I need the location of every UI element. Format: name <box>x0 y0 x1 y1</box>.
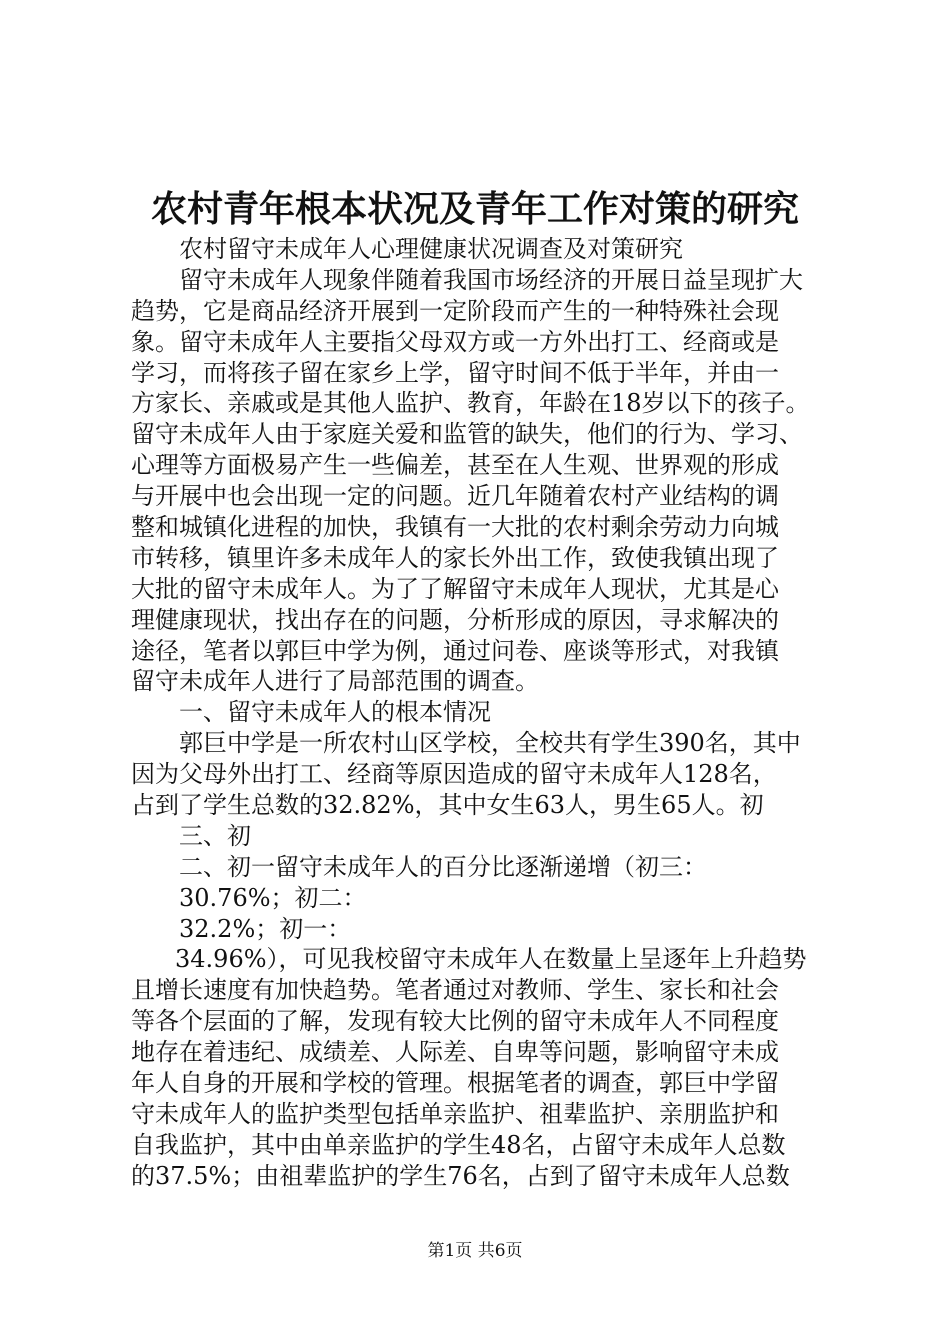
paragraph-line: 等各个层面的了解，发现有较大比例的留守未成年人不同程度 <box>131 1007 779 1036</box>
paragraph-line: 自我监护，其中由单亲监护的学生48名，占留守未成年人总数 <box>131 1130 786 1159</box>
document-body <box>131 234 831 1192</box>
paragraph-line: 郭巨中学是一所农村山区学校，全校共有学生390名，其中 <box>179 729 801 758</box>
paragraph-line: 方家长、亲戚或是其他人监护、教育，年龄在18岁以下的孩子。 <box>131 389 810 418</box>
subtitle-line: 农村留守未成年人心理健康状况调查及对策研究 <box>179 235 683 263</box>
paragraph-line: 30.76%；初二： <box>179 883 367 912</box>
paragraph-line: 途径，笔者以郭巨中学为例，通过问卷、座谈等形式，对我镇 <box>131 636 779 665</box>
paragraph-line: 年人自身的开展和学校的管理。根据笔者的调查，郭巨中学留 <box>131 1069 779 1098</box>
paragraph-line: 因为父母外出打工、经商等原因造成的留守未成年人128名， <box>131 760 777 789</box>
paragraph-line: 的37.5%；由祖辈监护的学生76名，占到了留守未成年人总数 <box>131 1161 790 1190</box>
paragraph-line: 三、初 <box>179 821 251 850</box>
paragraph-line: 地存在着违纪、成绩差、人际差、自卑等问题，影响留守未成 <box>131 1038 779 1067</box>
paragraph-line: 留守未成年人进行了局部范围的调查。 <box>131 667 539 696</box>
paragraph-line: 理健康现状，找出存在的问题，分析形成的原因，寻求解决的 <box>131 605 779 634</box>
paragraph-line: 且增长速度有加快趋势。笔者通过对教师、学生、家长和社会 <box>131 976 779 1005</box>
paragraph-line: 34.96%），可见我校留守未成年人在数量上呈逐年上升趋势 <box>175 945 807 974</box>
paragraph-line: 守未成年人的监护类型包括单亲监护、祖辈监护、亲朋监护和 <box>131 1099 779 1128</box>
paragraph-line: 留守未成年人由于家庭关爱和监管的缺失，他们的行为、学习、 <box>131 420 803 449</box>
paragraph-line: 学习，而将孩子留在家乡上学，留守时间不低于半年，并由一 <box>131 358 779 387</box>
paragraph-line: 大批的留守未成年人。为了了解留守未成年人现状，尤其是心 <box>131 574 779 603</box>
paragraph-line: 留守未成年人现象伴随着我国市场经济的开展日益呈现扩大 <box>179 265 803 294</box>
paragraph-line: 市转移，镇里许多未成年人的家长外出工作，致使我镇出现了 <box>131 543 779 572</box>
paragraph-line: 与开展中也会出现一定的问题。近几年随着农村产业结构的调 <box>131 482 779 511</box>
page-number: 第1页 共6页 <box>427 1241 523 1261</box>
paragraph-line: 心理等方面极易产生一些偏差，甚至在人生观、世界观的形成 <box>131 451 779 480</box>
document-title: 农村青年根本状况及青年工作对策的研究 <box>150 188 799 230</box>
section-heading: 一、留守未成年人的根本情况 <box>179 698 491 727</box>
paragraph-line: 象。留守未成年人主要指父母双方或一方外出打工、经商或是 <box>131 327 779 356</box>
paragraph-line: 32.2%；初一： <box>179 914 352 943</box>
paragraph-line: 整和城镇化进程的加快，我镇有一大批的农村剩余劳动力向城 <box>131 513 779 542</box>
paragraph-line: 二、初一留守未成年人的百分比逐渐递增（初三： <box>179 852 707 881</box>
paragraph-line: 占到了学生总数的32.82%，其中女生63人，男生65人。初 <box>131 791 764 820</box>
paragraph-line: 趋势，它是商品经济开展到一定阶段而产生的一种特殊社会现 <box>131 296 779 325</box>
